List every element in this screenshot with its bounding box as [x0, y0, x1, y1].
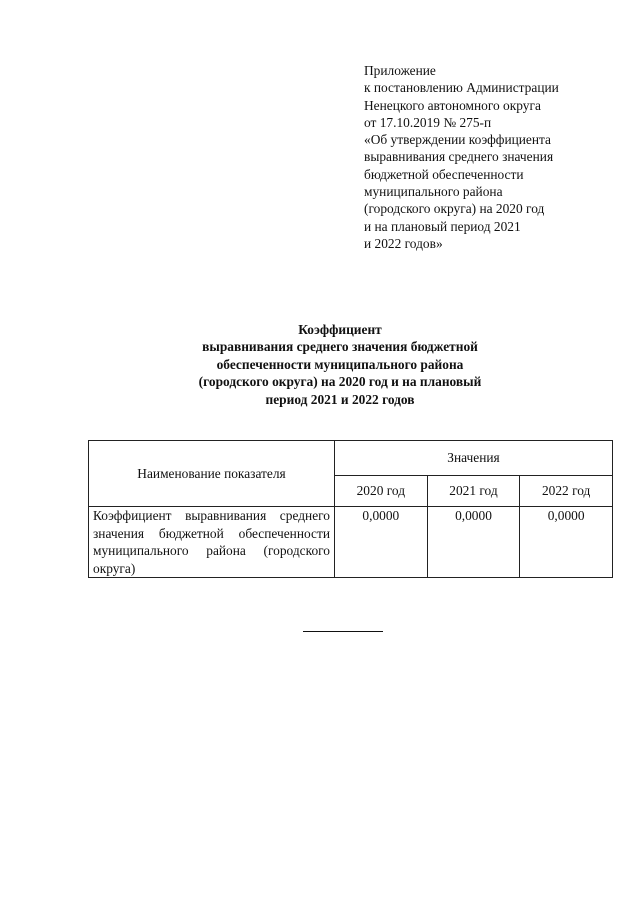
- value-cell-2021: 0,0000: [427, 507, 520, 578]
- appendix-line: от 17.10.2019 № 275-п: [364, 114, 492, 130]
- appendix-line: к постановлению Администрации: [364, 80, 559, 96]
- appendix-line: Приложение: [364, 63, 436, 78]
- header-values: Значения: [335, 441, 613, 476]
- header-year-2021: 2021 год: [427, 476, 520, 507]
- appendix-block: [364, 62, 624, 252]
- appendix-line: и 2022 годов»: [364, 235, 443, 251]
- title-line: обеспеченности муниципального района: [216, 356, 464, 372]
- value-cell-2020: 0,0000: [335, 507, 428, 578]
- closing-divider-line: [303, 631, 383, 632]
- indicator-name-cell: Коэффициент выравнивания среднего значения бюджетной обеспеченности муниципального района (городского округа): [89, 507, 335, 578]
- header-year-2022: 2022 год: [520, 476, 613, 507]
- appendix-line: муниципального района: [364, 184, 503, 200]
- title-line: (городского округа) на 2020 год и на плановый: [198, 374, 482, 390]
- appendix-line: бюджетной обеспеченности: [364, 166, 524, 182]
- table-header-row: [89, 441, 613, 476]
- header-indicator-name: Наименование показателя: [89, 441, 335, 507]
- value-cell-2022: 0,0000: [520, 507, 613, 578]
- title-line: период 2021 и 2022 годов: [265, 391, 415, 407]
- coefficient-table: [88, 440, 613, 578]
- appendix-line: выравнивания среднего значения: [364, 149, 554, 165]
- appendix-line: «Об утверждении коэффициента: [364, 132, 552, 148]
- appendix-line: Ненецкого автономного округа: [364, 97, 541, 113]
- header-year-2020: 2020 год: [335, 476, 428, 507]
- appendix-line: и на плановый период 2021: [364, 218, 521, 234]
- title-line: Коэффициент: [298, 322, 382, 337]
- document-title: [150, 321, 530, 408]
- table-row: [89, 507, 613, 578]
- title-line: выравнивания среднего значения бюджетной: [202, 339, 478, 355]
- appendix-line: (городского округа) на 2020 год: [364, 201, 545, 217]
